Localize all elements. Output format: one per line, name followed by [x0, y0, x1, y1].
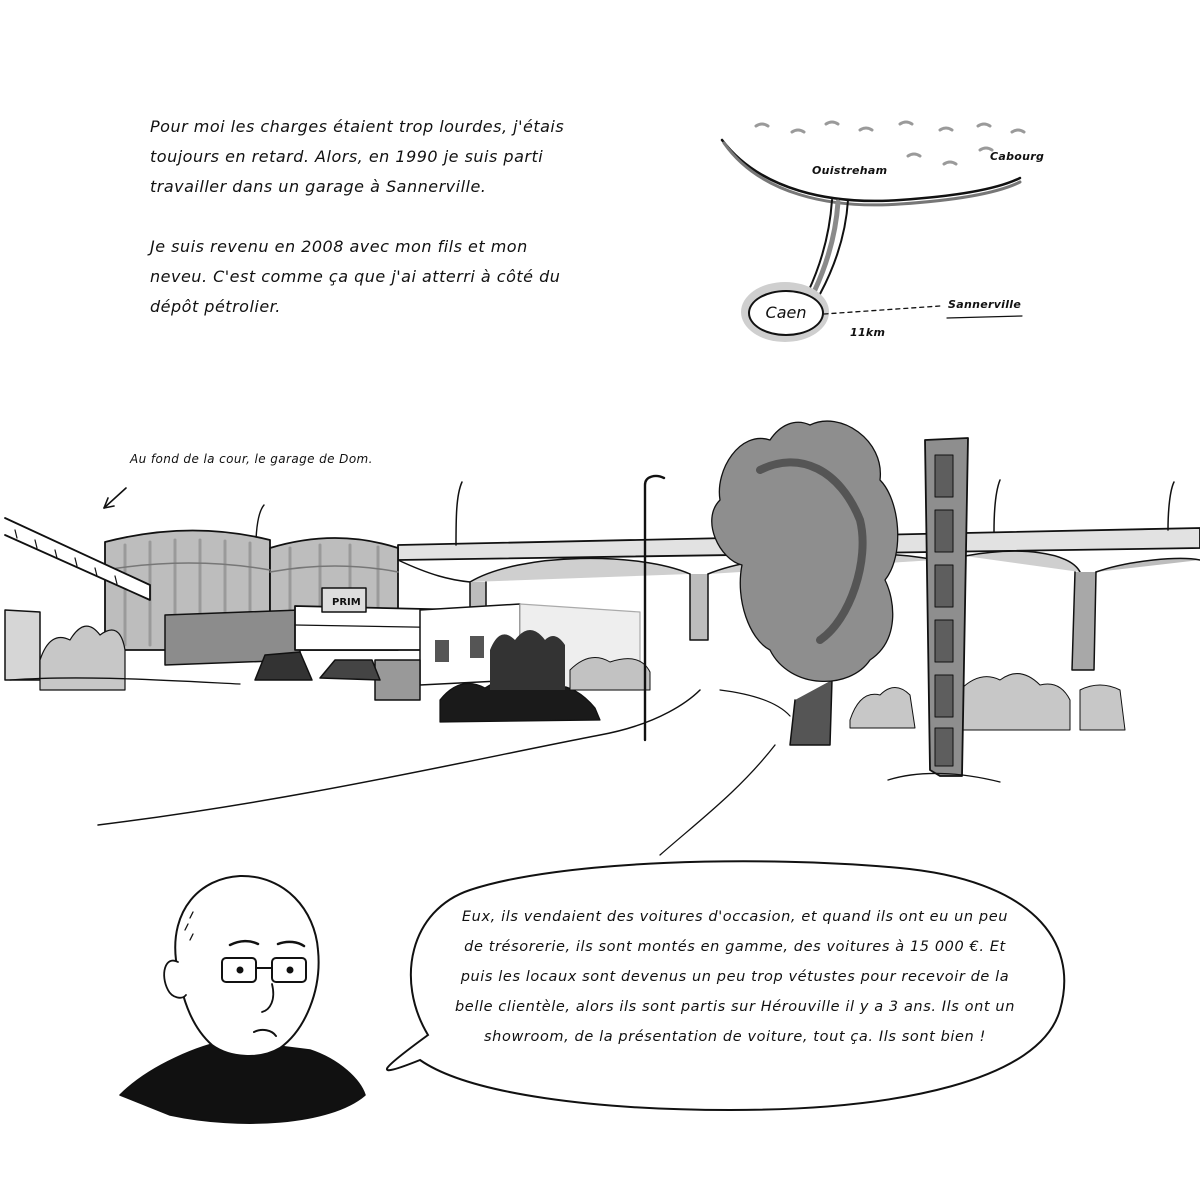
narration-paragraph-2: Je suis revenu en 2008 avec mon fils et mon neveu. C'est comme ça que j'ai atterri à côté du dépôt pétrolier.: [150, 237, 561, 316]
map-label-caen: Caen: [748, 290, 824, 336]
garage-sign: PRIM: [332, 597, 361, 608]
scene-caption: Au fond de la cour, le garage de Dom.: [130, 452, 373, 466]
character-portrait: [120, 876, 365, 1123]
map-label-distance: 11km: [850, 326, 886, 339]
speech-text: Eux, ils vendaient des voitures d'occasion, et quand ils ont eu un peu de trésorerie, ils sont montés en gamme, des voitures à 15 000 €. Et puis les locaux sont devenus un peu trop vétustes pour recevoir de la belle clientèle, alors ils sont partis sur Hérouville il y a 3 ans. Ils ont un showroom, de la présentation de voiture, tout ça. Ils sont bien !: [455, 909, 1015, 1045]
narration-paragraph-1: Pour moi les charges étaient trop lourdes, j'étais toujours en retard. Alors, en 1990 je suis parti travailler dans un garage à Sannerville.: [150, 117, 565, 196]
map-label-sannerville: Sannerville: [948, 298, 1022, 311]
map-label-cabourg: Cabourg: [990, 150, 1045, 163]
map-label-ouistreham: Ouistreham: [812, 164, 888, 177]
street-scene: [5, 421, 1200, 855]
